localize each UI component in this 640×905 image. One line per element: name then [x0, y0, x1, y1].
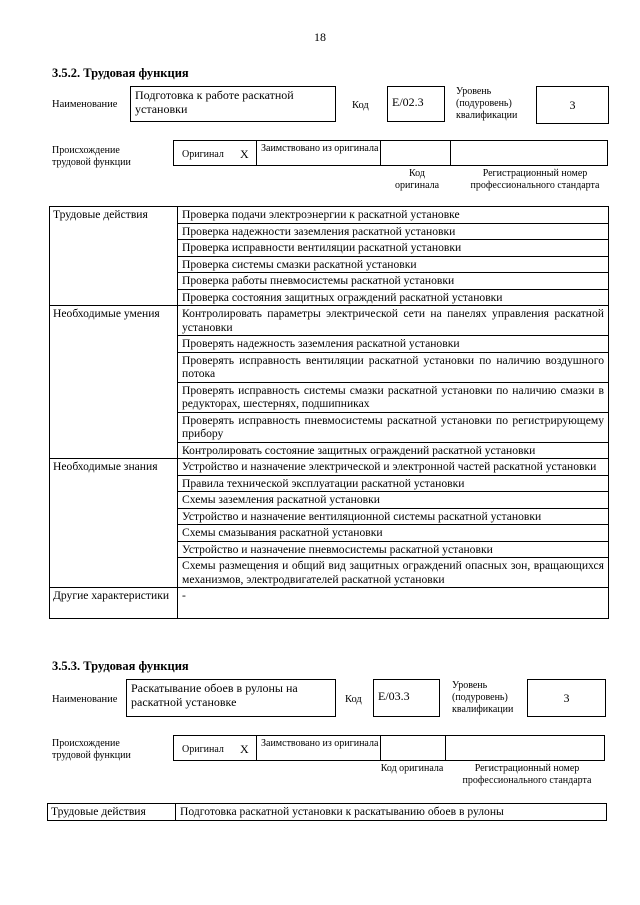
table-cell: Подготовка раскатной установки к раскатыванию обоев в рулоны	[176, 804, 607, 821]
origin-row	[173, 140, 608, 166]
original-label: Оригинал	[182, 149, 224, 160]
code-box: E/02.3	[387, 86, 445, 122]
table-cell: Проверять исправность вентиляции раскатной установки по наличию воздушного потока	[178, 352, 609, 382]
level-label: Уровень (подуровень) квалификации	[456, 86, 518, 121]
reg-number-label: Регистрационный номер профессионального стандарта	[462, 763, 592, 786]
section-title: 3.5.2. Трудовая функция	[52, 66, 189, 80]
table-cell: Проверка системы смазки раскатной установки	[178, 256, 609, 273]
row-heading: Трудовые действия	[48, 804, 176, 821]
table-cell: Проверять исправность системы смазки раскатной установки по наличию смазки в редукторах, шестернях, подшипниках	[178, 382, 609, 412]
function-table	[47, 803, 607, 821]
row-heading: Другие характеристики	[50, 588, 178, 619]
table-cell: Проверка подачи электроэнергии к раскатной установке	[178, 207, 609, 224]
code-box: E/03.3	[373, 679, 440, 717]
row-heading: Трудовые действия	[50, 207, 178, 306]
level-box: 3	[536, 86, 609, 124]
table-cell: Схемы размещения и общий вид защитных ограждений опасных зон, вращающихся механизмов, электродвигателей раскатной установки	[178, 558, 609, 588]
divider	[445, 736, 446, 760]
table-cell: Правила технической эксплуатации раскатной установки	[178, 475, 609, 492]
row-heading: Необходимые знания	[50, 459, 178, 588]
table-cell: Проверка надежности заземления раскатной установки	[178, 223, 609, 240]
borrowed-label: Заимствовано из оригинала	[261, 143, 379, 154]
table-cell: Устройство и назначение электрической и электронной частей раскатной установки	[178, 459, 609, 476]
original-mark: X	[240, 742, 249, 756]
level-box: 3	[527, 679, 606, 717]
table-cell: Проверка состояния защитных ограждений раскатной установки	[178, 289, 609, 306]
origin-row	[173, 735, 605, 761]
name-label: Наименование	[52, 99, 118, 110]
borrowed-label: Заимствовано из оригинала	[261, 738, 379, 749]
table-cell: Контролировать параметры электрической сети на панелях управления раскатной установки	[178, 306, 609, 336]
reg-number-label: Регистрационный номер профессионального стандарта	[470, 168, 600, 191]
function-table	[49, 206, 609, 619]
original-mark: X	[240, 147, 249, 161]
origin-label: Происхождение трудовой функции	[52, 145, 131, 168]
code-original-label: Код оригинала	[380, 763, 444, 774]
table-cell: Контролировать состояние защитных ограждений раскатной установки	[178, 442, 609, 459]
name-label: Наименование	[52, 694, 118, 705]
divider	[380, 141, 381, 165]
table-cell: Устройство и назначение пневмосистемы раскатной установки	[178, 541, 609, 558]
divider	[450, 141, 451, 165]
function-name-box: Раскатывание обоев в рулоны на раскатной установке	[126, 679, 336, 717]
table-cell: Схемы смазывания раскатной установки	[178, 525, 609, 542]
function-name-box: Подготовка к работе раскатной установки	[130, 86, 336, 122]
table-cell: -	[178, 588, 609, 619]
table-cell: Проверка работы пневмосистемы раскатной установки	[178, 273, 609, 290]
divider	[256, 141, 257, 165]
level-label: Уровень (подуровень) квалификации	[452, 680, 514, 715]
divider	[380, 736, 381, 760]
table-cell: Устройство и назначение вентиляционной системы раскатной установки	[178, 508, 609, 525]
page-number: 18	[314, 30, 326, 44]
table-cell: Проверять надежность заземления раскатной установки	[178, 336, 609, 353]
code-original-label: Код оригинала	[394, 168, 440, 191]
section-title: 3.5.3. Трудовая функция	[52, 659, 189, 673]
code-label: Код	[352, 100, 369, 111]
origin-label: Происхождение трудовой функции	[52, 738, 131, 761]
row-heading: Необходимые умения	[50, 306, 178, 459]
code-label: Код	[345, 694, 362, 705]
divider	[256, 736, 257, 760]
original-label: Оригинал	[182, 744, 224, 755]
table-cell: Схемы заземления раскатной установки	[178, 492, 609, 509]
table-cell: Проверка исправности вентиляции раскатной установки	[178, 240, 609, 257]
table-cell: Проверять исправность пневмосистемы раскатной установки по регистрирующему прибору	[178, 412, 609, 442]
